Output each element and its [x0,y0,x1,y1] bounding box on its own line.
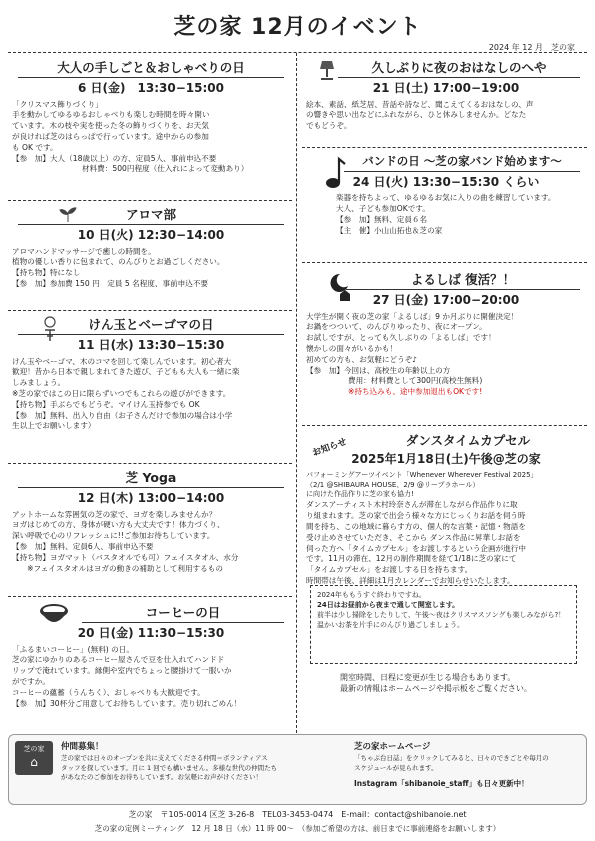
meeting-line: 芝の家の定例ミーティング 12 月 18 日（水）11 時 00〜 （参加ご希望の方は、前日までに事前連絡をお願いします） [94,824,501,833]
event-line: 【参 加】無料、定員６名 [336,214,428,224]
event-line: 【参 加】無料、定員6人、事前申込不要 [12,541,154,551]
event-line: 【参 加】参加費 150 円 定員 5 名程度、事前申込不要 [12,278,209,288]
footer-panel [8,734,587,805]
notice-line: 最新の情報はホームページや掲示板をご覧ください。 [340,684,532,694]
event-line: アロマハンドマッサージで癒しの時間を。 [12,246,156,256]
event-line: 【参 加】無料、出入り自由（お子さんだけで参加の場合は小学 [12,410,233,420]
event-line: ダンスアーティスト木村玲奈さんが滞在しながら作品作りに取 [306,500,518,510]
event-band [306,155,586,237]
event-line: 【持ち物】ヨガマット（バスタオルでも可）フェイスタオル、水分 [12,552,239,562]
event-line: 深い呼吸で心のリフレッシュに!!ご参加お待ちしています。 [12,531,215,541]
event-line: 懐かしの面々がいるかも！ [306,343,398,353]
event-time: 21 日(土) 17:00−19:00 [372,81,520,95]
divider [8,52,587,53]
event-line: 生以上でお願いします） [12,421,96,431]
divider [8,463,292,464]
event-line: に向けた作品作りに芝の家も協力! [306,490,414,499]
event-time: 24 日(火) 13:30−15:30 くらい [352,174,540,189]
divider [8,596,292,597]
event-line: アットホームな雰囲気の芝の家で、ヨガを楽しみませんか？ [12,509,217,519]
recruit-title: 仲間募集！ [61,742,104,752]
logo-text: 芝の家 [23,745,45,753]
event-line: 「タイムカプセル」をお渡しする日を持ちます。 [306,565,473,575]
event-time: 27 日(金) 17:00−20:00 [372,293,520,307]
event-line: パフォーミングアーツイベント「Whenever Wherever Festival 2025」 [306,470,538,479]
event-line: 時間帯は午後、詳細は1月カレンダーでお知らせいたします。 [306,575,515,585]
event-handicraft [12,60,290,175]
event-line: の響きや思い出などにふれながら、ひと休みしませんか。どなた [306,110,527,120]
event-time: 6 日(金) 13:30−15:00 [78,81,224,95]
notice-line: 24日はお昼前から夜まで通して開室します。 [317,601,460,610]
hp-line: スケジュールが見られます。 [354,763,438,772]
event-yorushiba [306,272,586,398]
event-line: けん玉やベーゴマ、木のコマを回して楽しんでいます。初心者大 [12,356,232,366]
event-time: 12 日(木) 13:00−14:00 [77,491,225,505]
column-divider [296,53,297,733]
event-aroma [12,207,290,290]
event-fee: 費用：材料費として300円(高校生無料) [348,376,483,386]
event-line: しみましょう。 [12,378,66,388]
event-title: よるしば 復活？！ [346,272,580,290]
event-line: 植物の優しい香りに包まれて、のんびりとお過ごしください。 [12,257,225,267]
notice-tag: お知らせ [311,437,349,459]
event-line: 【参 加】今回は、高校生の年齢以上の方 [306,365,451,375]
event-line: （2/1 @SHIBAURA HOUSE、2/9 @リーブラホール） [306,480,480,489]
event-title: 大人の手しごと＆おしゃべりの日 [18,60,284,78]
event-line: ています。木の枝や実を使った冬の飾りづくりを、お天気 [12,121,209,131]
issue-date: 2024 年 12 月 芝の家 [488,43,575,52]
event-line: 「ふるまいコーヒー」(無料) の日。 [12,644,134,654]
recruit-line: タッフを探しています。月に 1 回でも構いません。多様な世代の仲間たち [61,763,278,772]
notice-line: 2024年ももうすぐ終わりですね。 [317,591,426,599]
recruit-line: があなたのご参加をお待ちしています。お気軽にお声がけください！ [61,773,262,782]
divider [302,147,587,148]
event-line: リップで淹れています。縁側や室内でちょっと腰掛けて一服いか [12,666,232,676]
event-time: 10 日(火) 12:30−14:00 [77,228,225,242]
event-title: バンドの日 〜芝の家バンド始めます〜 [344,155,580,172]
notice-line: 前半は少し掃除をしたりして、午後〜夜はクリスマスソングも楽しみながら?！ [317,611,566,620]
page-title: 芝の家 12月のイベント [173,15,422,40]
event-line: 芝の家にゆかりのあるコーヒー屋さんで豆を仕入れてハンドド [12,655,225,665]
event-fee: 材料費：500円程度（仕入れによって変動あり） [82,164,249,174]
event-line: 間を持ち、この地域に暮らす方の、個人的な言葉・記憶・物語を [306,521,526,531]
event-line: ※フェイスタオルはヨガの動きの補助として利用するもの [12,563,223,573]
event-title: ダンスタイムカプセル [405,433,531,448]
event-title: 芝 Yoga [18,470,284,488]
event-dance [306,433,586,587]
house-icon: ⌂ [30,755,38,769]
event-line: 絵本、素話、紙芝居、昔話や詩など、聞こえてくるおはなしの、声 [306,99,534,109]
divider [302,262,587,263]
event-note: ※持ち込みも、途中参加退出もOKです! [348,387,483,397]
event-line: 【持ち物】手ぶらでもどうぞ。マイけん玉持参でも OK [12,399,200,409]
event-line: ※芝の家ではこの日に限らずいつでもこれらの遊びができます。 [12,388,231,398]
event-title: けん玉とベーゴマの日 [18,317,284,335]
volunteer-recruit [61,741,301,783]
event-title: コーヒーの日 [82,605,284,623]
event-line: でもどうぞ。 [306,121,352,131]
hp-title: 芝の家ホームページ [354,742,431,752]
event-title: アロマ部 [18,207,284,225]
event-line: 受け止めさせていただき、そこから ダンス作品に昇華しお話を [306,532,521,542]
event-line: 【持ち物】特になし [12,268,81,278]
event-line: 歓迎！昔から日本で親しまれてきた遊び、子どもも大人も一緒に楽 [12,367,240,377]
event-time: 11 日(水) 13:30−15:30 [77,338,225,352]
event-storytelling [306,60,586,132]
event-time: 2025年1月18日(土)午後@芝の家 [351,452,541,466]
divider [8,200,292,201]
event-line: 手を動かしてゆるゆるおしゃべりも楽しむ時間を時々開い [12,110,210,120]
event-join: 【参 加】大人（18歳以上）の方、定員5人、事前申込不要 [12,153,217,163]
event-line: も OK です。 [12,142,58,152]
event-line: 初めての方も、お気軽にどうぞ♪ [306,354,418,364]
event-line: 伺った方へ「タイムカプセル」をお渡しするという企画が進行中 [306,543,526,553]
event-line: 【参 加】30杯分ご用意してお待ちしています。売り切れごめん！ [12,698,242,708]
address-line: 芝の家 〒105-0014 区芝 3-26-8 TEL03-3453-0474 E-mail：contact@shibanoie.net [128,810,467,819]
event-line: お試しですが、とっても久しぶりの「よるしば」です！ [306,333,496,343]
homepage-info [354,741,582,790]
recruit-line: 芝の家では日々のオープンを共に支えてくださる仲間＝ボランティアス [61,753,268,762]
event-line: 「クリスマス飾りづくり」 [12,99,103,109]
event-line: り組まれます。芝の家で出会う様々な方にじっくりお話を伺う時 [306,511,526,521]
event-line: がですか。 [12,676,50,686]
event-yoga [12,470,290,574]
year-end-notice [310,585,577,664]
event-line: です。11月の滞在、12月の制作期間を経て1/18に芝の家にて [306,554,517,564]
notice-line: 開室時間、日程に変更が生じる場合もあります。 [340,673,516,682]
shibanoie-logo [15,741,53,775]
instagram-link[interactable]: Instagram「shibanoie_staff」も日々更新中！ [354,779,529,789]
event-line: 【主 催】小山山拓也＆芝の家 [336,225,443,235]
hp-line: 「ちゃぶ台日誌」をクリックしてみると、日々のできごとや毎月の [354,753,549,762]
event-line: お鍋をつついて、のんびりゆったり、夜にオープン。 [306,322,487,332]
divider [8,310,292,311]
event-line: 楽器を持ちよって、ゆるゆるお気に入りの曲を練習しています。 [336,193,556,203]
event-title: 久しぶりに夜のおはなしのへや [338,60,580,78]
event-line: 大人、子ども参加OKです。 [336,204,430,214]
notice-line: 温かいお茶を片手にのんびり過ごしましょう。 [317,621,464,630]
divider [302,425,587,426]
event-line: ヨガはじめての方、身体が硬い方も大丈夫です！体力づくり、 [12,520,225,530]
event-line: コーヒーの蘊蓄（うんちく）、おしゃべりも大歓迎です。 [12,687,205,697]
event-line: 大学生が開く夜の芝の家「よるしば」9 か月ぶりに開催決定！ [306,311,519,321]
schedule-notice [340,672,585,695]
event-time: 20 日(金) 11:30−15:30 [77,626,225,640]
event-line: が良ければ芝のはらっぱで行っています。途中からの参加 [12,131,209,141]
event-coffee [12,605,290,709]
event-kendama [12,317,290,432]
